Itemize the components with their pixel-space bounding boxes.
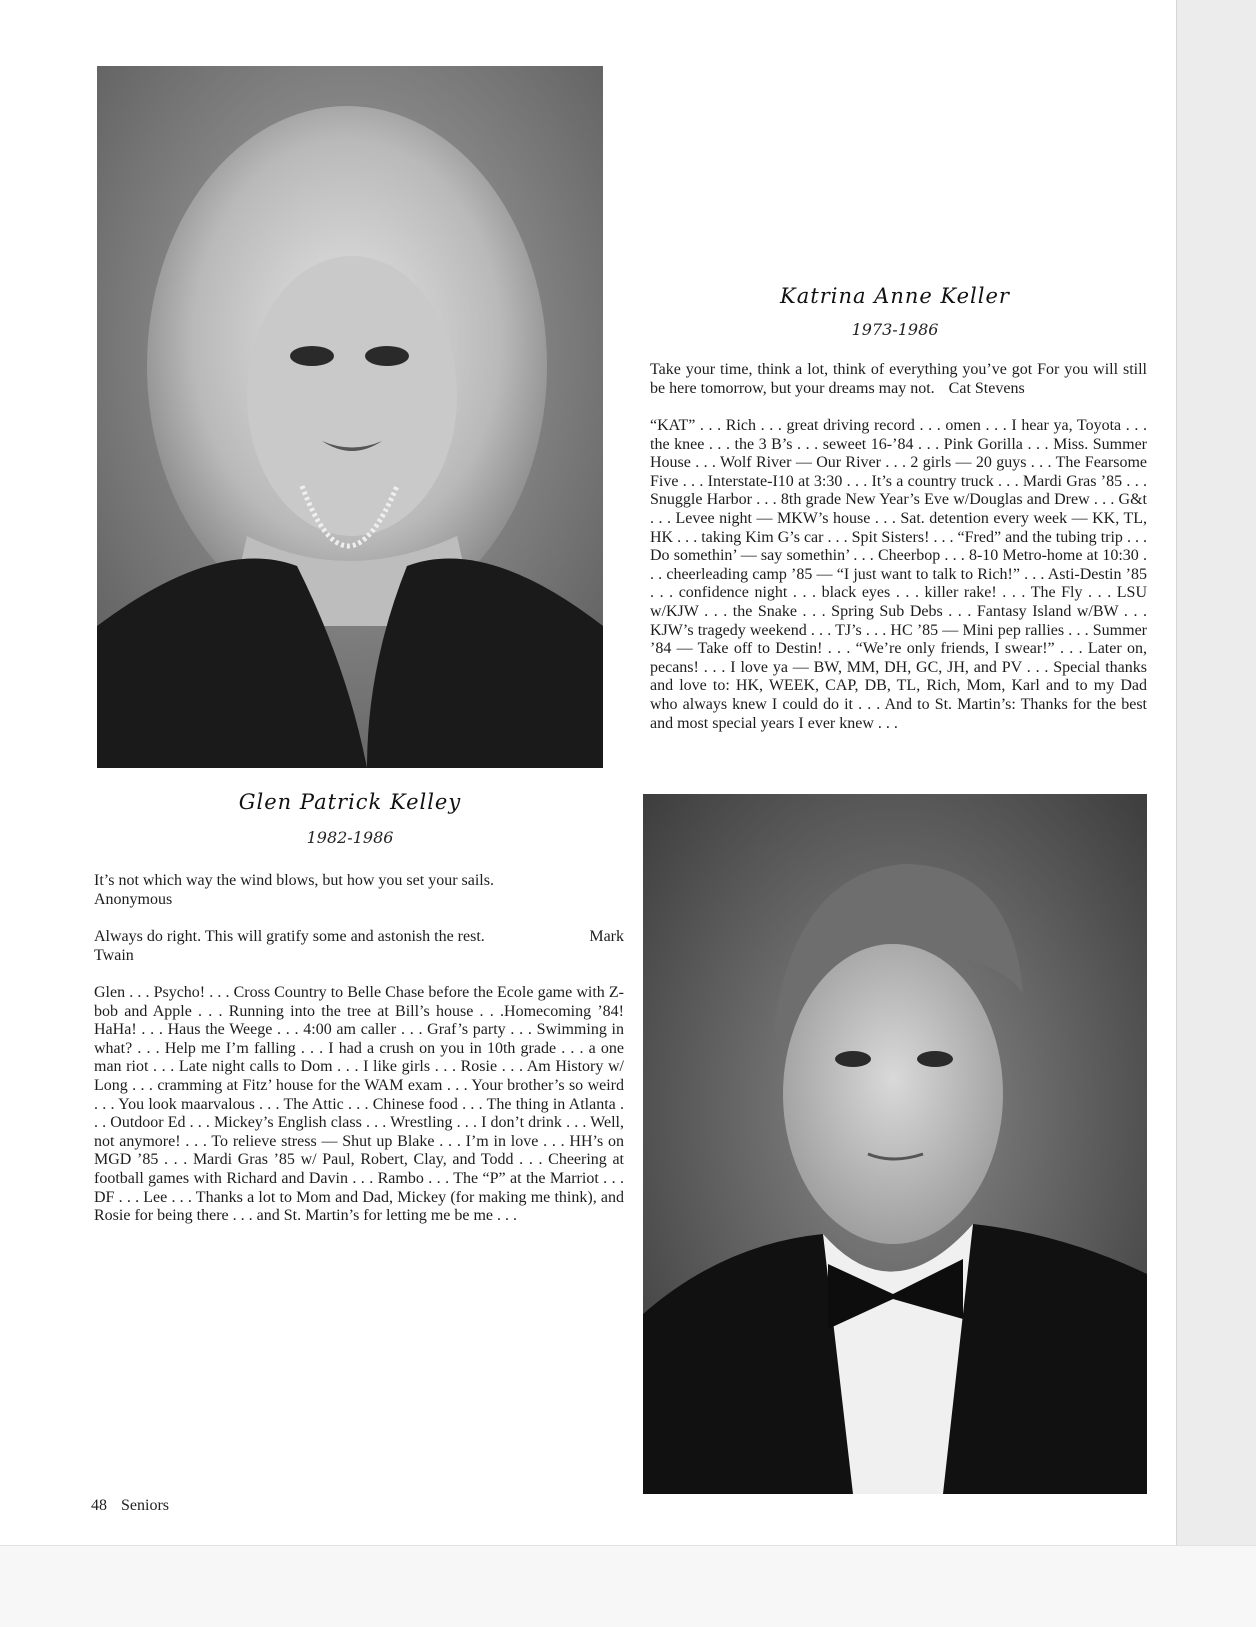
- quote-author: Mark: [589, 928, 624, 945]
- senior-years: 1982-1986: [306, 828, 394, 847]
- quote-text: It’s not which way the wind blows, but how you set your sails.: [94, 872, 494, 889]
- senior-name: Glen Patrick Kelley: [238, 790, 462, 814]
- quote-text: Take your time, think a lot, think of everything you’ve got For you will still be here tomorrow, but your dreams may not.: [650, 361, 1147, 397]
- portrait-photo-glen: [643, 794, 1147, 1494]
- page-number: 48: [91, 1497, 107, 1514]
- page-edge: [1176, 0, 1256, 1545]
- senior-years: 1973-1986: [851, 320, 939, 339]
- senior-name: Katrina Anne Keller: [780, 284, 1010, 308]
- senior-quote: [94, 928, 624, 965]
- senior-memories: Glen . . . Psycho! . . . Cross Country to Belle Chase before the Ecole game with Z-bob and Apple . . . Running into the tree at Bill’s house . . .Homecoming ’84! HaHa! . . . Haus the Weege . . . 4:00 am caller . . . Graf’s party . . . Swimming in what? . . . Help me I’m falling . . . I had a crush on you in 10th grade . . . a one man riot . . . Late night calls to Dom . . . I like girls . . . Rosie . . . Am History w/ Long . . . cramming at Fitz’ house for the WAM exam . . . Your brother’s so weird . . . You look maarvalous . . . The Attic . . . Chinese food . . . The thing in Atlanta . . . Outdoor Ed . . . Mickey’s English class . . . Wrestling . . . I don’t drink . . . Well, not anymore! . . . To relieve stress — Shut up Blake . . . I’m in love . . . HH’s on MGD ’85 . . . Mardi Gras ’85 w/ Paul, Robert, Clay, and Todd . . . Cheering at football games with Richard and Davin . . . Rambo . . . The “P” at the Marriot . . . DF . . . Lee . . . Thanks a lot to Mom and Dad, Mickey (for making me think), and Rosie for being there . . . and St. Martin’s for letting me be me . . .: [94, 984, 624, 1225]
- senior-quote: [94, 872, 624, 909]
- quote-text: Always do right. This will gratify some and astonish the rest.: [94, 928, 485, 945]
- quote-author-continued: Twain: [94, 946, 134, 964]
- page-bottom-margin: [0, 1545, 1256, 1627]
- senior-memories: “KAT” . . . Rich . . . great driving record . . . omen . . . I hear ya, Toyota . . . the knee . . . the 3 B’s . . . seweet 16-’84 . . . Pink Gorilla . . . Miss. Summer House . . . Wolf River — Our River . . . 2 girls — 20 guys . . . The Fearsome Five . . . Interstate-I10 at 3:30 . . . It’s a country truck . . . Mardi Gras ’85 . . . Snuggle Harbor . . . 8th grade New Year’s Eve w/Douglas and Drew . . . G&t . . . Levee night — MKW’s house . . . Sat. detention every week — KK, TL, HK . . . taking Kim G’s car . . . Spit Sisters! . . . “Fred” and the tubing trip . . . Do somethin’ — say somethin’ . . . Cheerbop . . . 8-10 Metro-home at 10:30 . . . cheerleading camp ’85 — “I just want to talk to Rich!” . . . Asti-Destin ’85 . . . confidence night . . . black eyes . . . killer rake! . . . The Fly . . . LSU w/KJW . . . the Snake . . . Spring Sub Debs . . . Fantasy Island w/BW . . . KJW’s tragedy weekend . . . TJ’s . . . HC ’85 — Mini pep rallies . . . Summer ’84 — Take off to Destin! . . . “We’re only friends, I swear!” . . . Later on, pecans! . . . I love ya — BW, MM, DH, GC, JH, and PV . . . Special thanks and love to: HK, WEEK, CAP, DB, TL, Rich, Mom, Karl and to my Dad who always knew I could do it . . . And to St. Martin’s: Thanks for the best and most special years I ever knew . . .: [650, 417, 1147, 732]
- quote-author: Anonymous: [94, 890, 173, 908]
- quote-author: Cat Stevens: [948, 379, 1025, 397]
- portrait-photo-katrina: [97, 66, 603, 768]
- page-footer: [91, 1497, 179, 1515]
- section-name: Seniors: [121, 1497, 169, 1514]
- senior-quote: [650, 361, 1147, 398]
